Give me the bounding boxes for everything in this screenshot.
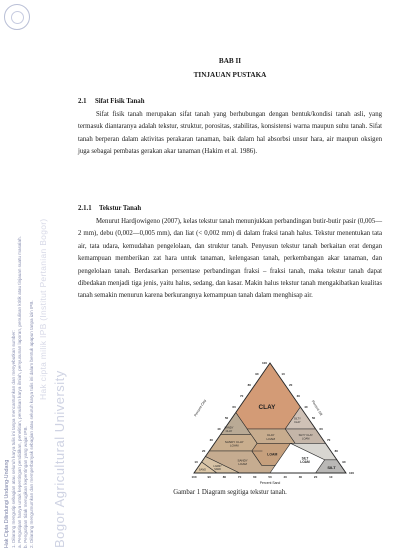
tick-silt-10: 10 (281, 372, 285, 377)
label-silt-loam: SILT (301, 456, 309, 461)
tick-silt-90: 90 (342, 460, 346, 465)
section-title: Tekstur Tanah (99, 205, 142, 212)
tick-sand-20: 20 (313, 475, 318, 479)
tick-sand-90: 90 (207, 475, 211, 479)
tick-sand-100: 100 (191, 475, 197, 479)
tick-silt-80: 80 (334, 449, 338, 454)
copyright-rule-1a: a. Pengutipan hanya untuk kepentingan pendidikan, penelitian, penulisan karya ilmiah, penyusunan laporan, penulisan kritik atau tinjauan suatu masalah. (17, 236, 22, 548)
section-number: 2.1 (78, 98, 87, 105)
label-loamy-sand: LOAMY (213, 465, 222, 468)
label-sandy-clay-loam-2: LOAM (230, 443, 239, 448)
label-sandy-loam-2: LOAM (238, 462, 247, 467)
ipb-seal-icon (4, 4, 30, 30)
tick-clay-70: 70 (240, 394, 244, 399)
section-title: Sifat Fisik Tanah (95, 98, 145, 105)
axis-label-silt: Percent Silt (310, 399, 324, 417)
label-sand: SAND (198, 468, 206, 472)
label-clay-loam: CLAY (266, 433, 275, 438)
section-heading-2-1-1 (78, 205, 141, 212)
figure-caption: Gambar 1 Diagram segitiga tekstur tanah. (173, 489, 287, 496)
tick-silt-40: 40 (304, 405, 308, 410)
copyright-margin (0, 0, 72, 550)
tick-clay-50: 50 (224, 416, 229, 421)
section-number: 2.1.1 (78, 205, 92, 212)
tick-sand-30: 30 (298, 475, 303, 479)
chapter-title: TINJAUAN PUSTAKA (193, 71, 267, 79)
label-sandy-clay-2: CLAY (225, 429, 233, 433)
texture-triangle-figure (186, 357, 356, 485)
tick-silt-30: 30 (296, 394, 300, 399)
tick-clay-20: 20 (202, 449, 206, 454)
copyright-rule-2: 2. Dilarang mengumumkan dan memperbanyak sebagian atau seluruh karya tulis ini dalam bentuk apapun tanpa izin IPB. (29, 300, 34, 548)
section-heading-2-1 (78, 98, 145, 105)
tick-clay-60: 60 (232, 405, 236, 410)
label-loam: LOAM (267, 452, 278, 457)
tick-silt-20: 20 (289, 383, 293, 388)
tick-clay-10: 10 (194, 460, 198, 465)
paragraph-tekstur: Menurut Hardjowigeno (2007), kelas tekstur tanah menunjukkan perbandingan butir-butir pasir (0,005—2 mm), debu (0,002—0,005 mm), dan liat (< 0,002 mm) di dalam fraksi tanah halus. Tekstur menentukan tata air, tata udara, kemudahan pengelolaan, dan struktur tanah. Penyusun tekstur tanah berkaitan erat dengan kemampuan memberikan zat hara untuk tanaman, kelengasan tanah, perkembangan akar tanaman, dan pengelolaan tanah. Berdasarkan persentase perbandingan fraksi – fraksi tanah, maka tekstur tanah dapat dibedakan menjadi tiga jenis, yaitu halus, sedang, dan kasar. Makin halus tekstur tanah mengakibatkan kualitas tanah semakin menurun karena berkurangnya kemampuan tanah dalam menghisap air. (78, 218, 382, 300)
label-sandy-loam: SANDY (237, 458, 248, 463)
copyright-rule-1: 1. Dilarang mengutip sebagian atau seluruh karya tulis ini tanpa mencantumkan dan menyebutkan sumber: (11, 330, 16, 548)
label-clay-loam-2: LOAM (266, 436, 276, 441)
axis-label-sand: Percent Sand (259, 481, 281, 485)
tick-sand-40: 40 (283, 475, 287, 479)
tick-clay-40: 40 (217, 427, 221, 432)
tick-sand-50: 50 (268, 475, 272, 479)
label-silty-clay-2: CLAY (294, 421, 301, 424)
chapter-number: BAB II (218, 57, 242, 65)
tick-silt-60: 60 (319, 427, 323, 432)
label-silty-clay: SILTY (293, 417, 301, 421)
copyright-heading: Hak Cipta Dilindungi Undang-Undang (4, 459, 10, 548)
copyright-rule-1b: b. Pengutipan tidak merugikan kepentingan yang wajar IPB. (23, 426, 28, 548)
label-silty-clay-loam-2: LOAM (302, 437, 310, 441)
label-clay: CLAY (258, 404, 276, 412)
region-silt-loam (291, 443, 337, 460)
tick-clay-30: 30 (209, 438, 213, 443)
axis-label-clay: Percent Clay (193, 398, 207, 418)
tick-silt-70: 70 (327, 438, 331, 443)
label-sandy-clay: SANDY (224, 426, 234, 430)
label-silty-clay-loam: SILTY CLAY (298, 434, 313, 438)
tick-silt-50: 50 (311, 416, 316, 421)
tick-clay-100: 100 (261, 361, 268, 366)
label-sandy-clay-loam: SANDY CLAY (224, 439, 244, 444)
paragraph-sifat-fisik: Sifat fisik tanah merupakan sifat tanah yang berhubungan dengan bentuk/kondisi tanah asli, yang termasuk diantaranya adalah tekstur, struktur, porositas, stabilitas, konsistensi warna maupun suhu tanah. Sifat tanah berperan dalam aktivitas perakaran tanaman, baik dalam hal absorbsi unsur hara, air maupun oksigen juga sebagai pembatas gerakan akar tanaman (Hakim et al. 1986). (78, 111, 382, 156)
tick-sand-60: 60 (253, 475, 257, 479)
tick-clay-80: 80 (247, 383, 251, 388)
tick-sand-70: 70 (237, 475, 242, 479)
label-loamy-sand-2: SAND (214, 468, 221, 472)
tick-clay-90: 90 (255, 372, 259, 377)
label-silt: SILT (327, 464, 336, 470)
tick-silt-100: 100 (348, 471, 355, 476)
tick-sand-10: 10 (329, 475, 333, 479)
bogor-watermark: Bogor Agricultural University (52, 370, 67, 548)
label-silt-loam-2: LOAM (300, 460, 310, 465)
region-clay (236, 363, 301, 429)
texture-triangle-diagram (186, 357, 356, 485)
tick-sand-80: 80 (222, 475, 227, 479)
ipb-watermark: Hak cipta milik IPB (Institut Pertanian Bogor) (38, 218, 48, 400)
